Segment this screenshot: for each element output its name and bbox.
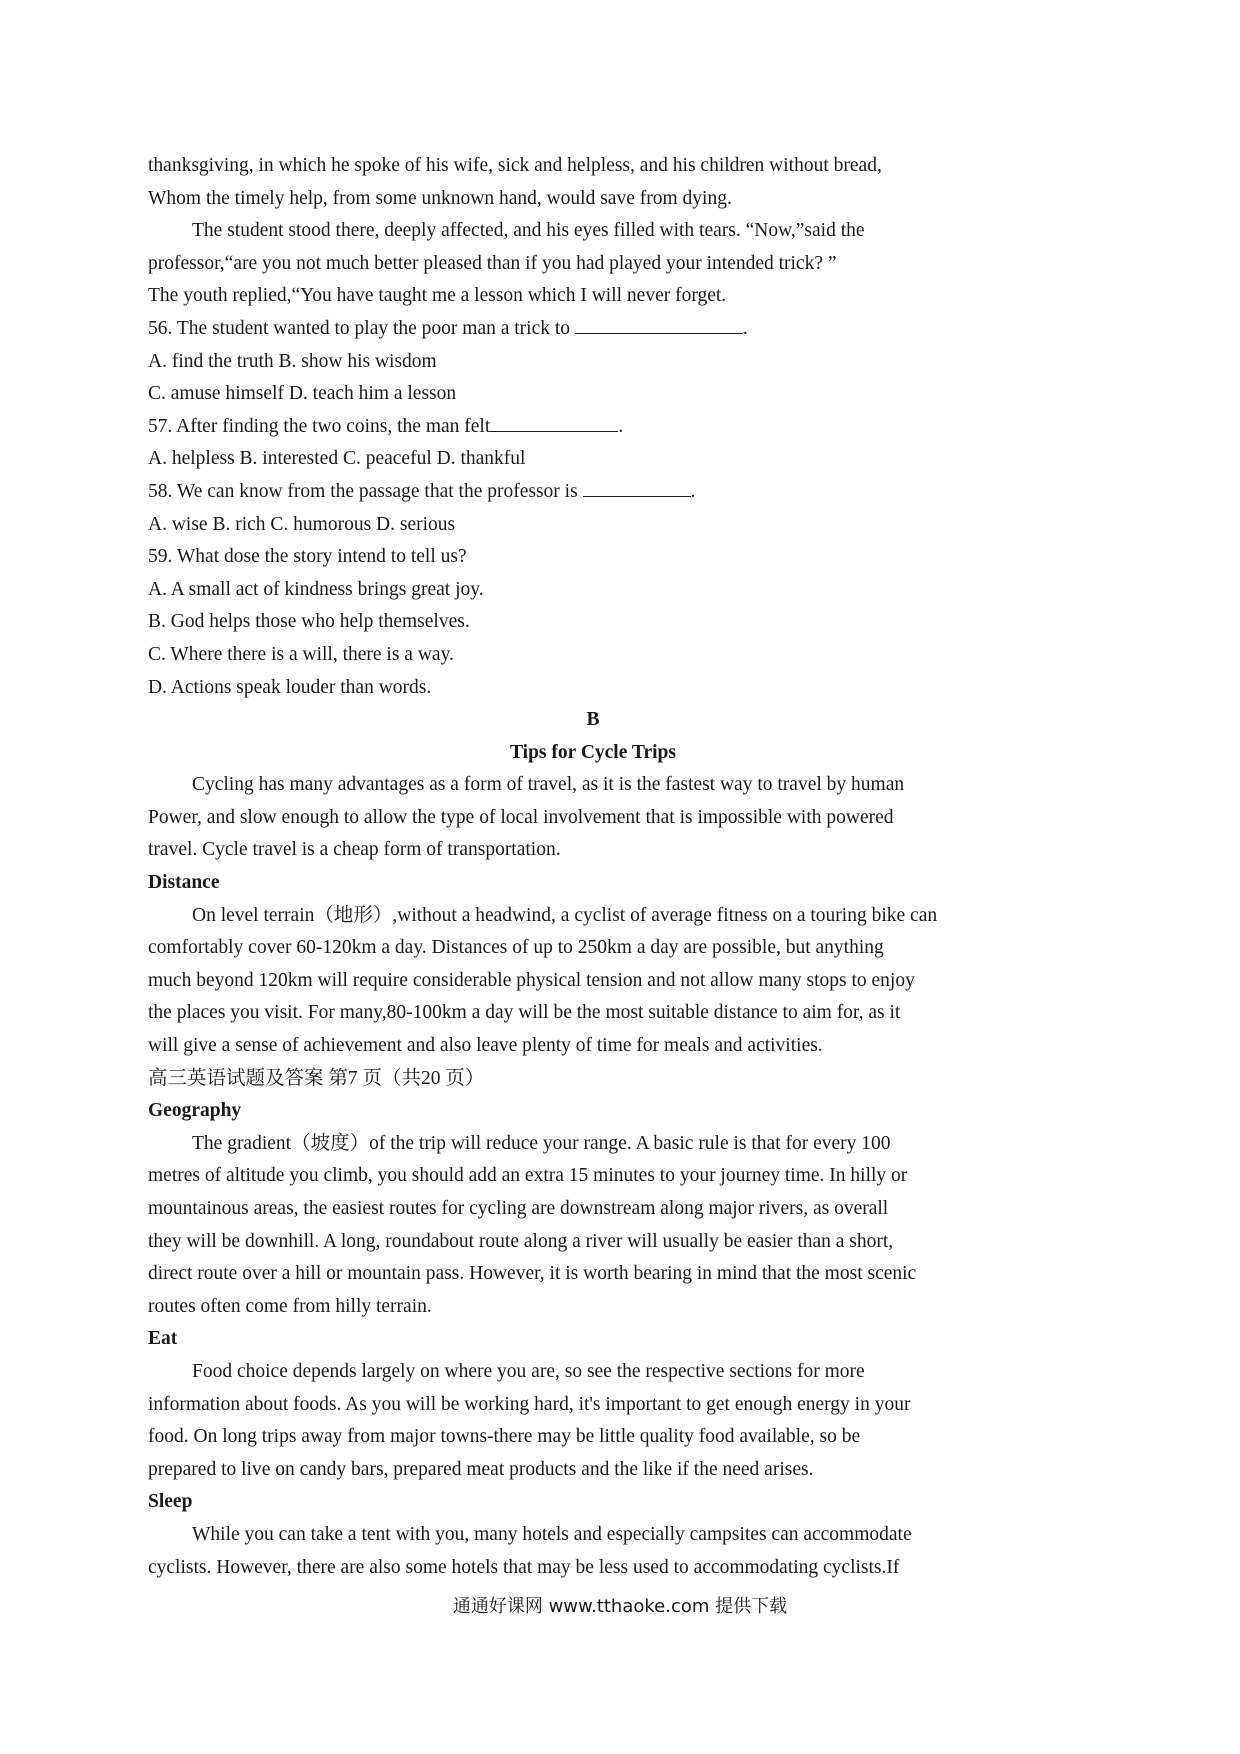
question-56: [148, 313, 1038, 346]
text-line: Whom the timely help, from some unknown hand, would save from dying.: [148, 187, 732, 209]
question-end: .: [618, 415, 624, 437]
text-line: professor,“are you not much better pleased than if you had played your intended trick? ”: [148, 252, 837, 274]
text-line: they will be downhill. A long, roundabout route along a river will usually be easier than a short,: [148, 1230, 894, 1252]
text-line: On level terrain（地形）,without a headwind, a cyclist of average fitness on a touring bike can: [192, 904, 938, 926]
answer-blank: [575, 313, 743, 334]
section-label: B: [586, 709, 600, 731]
text-line: cyclists. However, there are also some hotels that may be less used to accommodating cyclists.If: [148, 1556, 900, 1578]
text-line: The youth replied,“You have taught me a lesson which I will never forget.: [148, 285, 727, 307]
question-58: [148, 476, 1038, 509]
question-end: .: [690, 480, 696, 502]
question-option: C. Where there is a will, there is a way.: [148, 643, 454, 665]
download-footer: 通通好课网 www.tthaoke.com 提供下载: [452, 1596, 788, 1617]
text-line: travel. Cycle travel is a cheap form of transportation.: [148, 839, 561, 861]
question-option: A. A small act of kindness brings great joy.: [148, 578, 484, 600]
question-59: [148, 541, 1038, 574]
text-line: direct route over a hill or mountain pass. However, it is worth bearing in mind that the most scenic: [148, 1263, 917, 1285]
section-heading: Distance: [148, 872, 220, 894]
text-line: much beyond 120km will require considerable physical tension and not allow many stops to enjoy: [148, 969, 915, 991]
text-line: Food choice depends largely on where you are, so see the respective sections for more: [192, 1360, 865, 1382]
section-heading: Sleep: [148, 1491, 193, 1513]
text-line: While you can take a tent with you, many hotels and especially campsites can accommodate: [192, 1523, 912, 1545]
text-line: food. On long trips away from major towns-there may be little quality food available, so be: [148, 1426, 861, 1448]
text-line: the places you visit. For many,80-100km a day will be the most suitable distance to aim for, as it: [148, 1002, 901, 1024]
text-line: The student stood there, deeply affected, and his eyes filled with tears. “Now,”said the: [192, 220, 865, 242]
question-option: D. Actions speak louder than words.: [148, 676, 432, 698]
question-option: B. God helps those who help themselves.: [148, 611, 470, 633]
text-line: The gradient（坡度）of the trip will reduce your range. A basic rule is that for every 100: [192, 1132, 891, 1154]
text-line: information about foods. As you will be working hard, it's important to get enough energy in your: [148, 1393, 911, 1415]
answer-blank: [490, 411, 618, 432]
question-options: A. find the truth B. show his wisdom: [148, 350, 437, 372]
question-stem: 57. After finding the two coins, the man felt: [148, 415, 491, 437]
text-line: metres of altitude you climb, you should add an extra 15 minutes to your journey time. In hilly or: [148, 1165, 908, 1187]
question-options: A. helpless B. interested C. peaceful D. thankful: [148, 448, 526, 470]
passage-title: Tips for Cycle Trips: [510, 741, 676, 763]
question-options: C. amuse himself D. teach him a lesson: [148, 383, 457, 405]
question-57: [148, 411, 1038, 444]
text-line: mountainous areas, the easiest routes for cycling are downstream along major rivers, as overall: [148, 1198, 889, 1219]
question-stem: 56. The student wanted to play the poor man a trick to: [148, 317, 571, 339]
question-end: .: [742, 317, 748, 339]
text-line: thanksgiving, in which he spoke of his wife, sick and helpless, and his children without bread,: [148, 155, 882, 176]
document-page: [148, 150, 1038, 1584]
answer-blank: [583, 476, 691, 497]
page-marker: 高三英语试题及答案 第7 页（共20 页）: [148, 1067, 485, 1089]
section-heading: Geography: [148, 1100, 242, 1122]
section-heading: Eat: [148, 1328, 178, 1350]
question-stem: 58. We can know from the passage that the professor is: [148, 480, 578, 502]
text-line: Power, and slow enough to allow the type of local involvement that is impossible with powered: [148, 806, 894, 828]
question-stem: 59. What dose the story intend to tell us?: [148, 546, 467, 568]
text-line: comfortably cover 60-120km a day. Distances of up to 250km a day are possible, but anything: [148, 937, 884, 959]
question-options: A. wise B. rich C. humorous D. serious: [148, 513, 456, 535]
text-line: prepared to live on candy bars, prepared meat products and the like if the need arises.: [148, 1458, 814, 1480]
text-line: Cycling has many advantages as a form of travel, as it is the fastest way to travel by human: [192, 774, 905, 796]
text-line: routes often come from hilly terrain.: [148, 1295, 432, 1317]
text-line: will give a sense of achievement and also leave plenty of time for meals and activities.: [148, 1035, 823, 1057]
